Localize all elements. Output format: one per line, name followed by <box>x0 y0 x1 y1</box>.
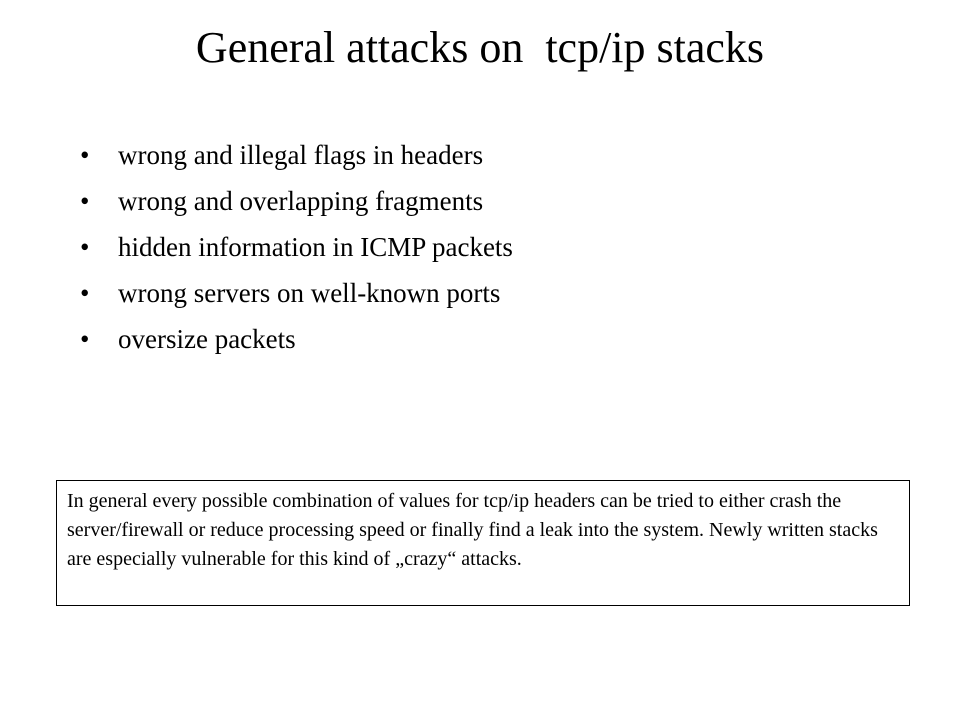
slide-title: General attacks on tcp/ip stacks <box>195 23 765 72</box>
bullet-text: wrong and overlapping fragments <box>118 186 484 216</box>
note-box: In general every possible combination of values for tcp/ip headers can be tried to either crash the server/firewall or reduce processing speed or finally find a leak into the system. Newly written stacks are especially vulnerable for this kind of „crazy“ attacks. <box>56 480 910 606</box>
bullet-text: wrong and illegal flags in headers <box>118 140 484 170</box>
list-item <box>80 178 513 224</box>
bullet-icon: • <box>80 324 90 354</box>
bullet-icon: • <box>80 232 90 262</box>
bullet-icon: • <box>80 140 90 170</box>
bullet-text: wrong servers on well-known ports <box>118 278 501 308</box>
bullet-icon: • <box>80 186 90 216</box>
bullet-text: oversize packets <box>118 324 296 354</box>
bullet-list <box>80 132 513 362</box>
list-item <box>80 270 513 316</box>
list-item <box>80 132 513 178</box>
bullet-text: hidden information in ICMP packets <box>118 232 513 262</box>
bullet-icon: • <box>80 278 90 308</box>
list-item <box>80 316 513 362</box>
list-item <box>80 224 513 270</box>
